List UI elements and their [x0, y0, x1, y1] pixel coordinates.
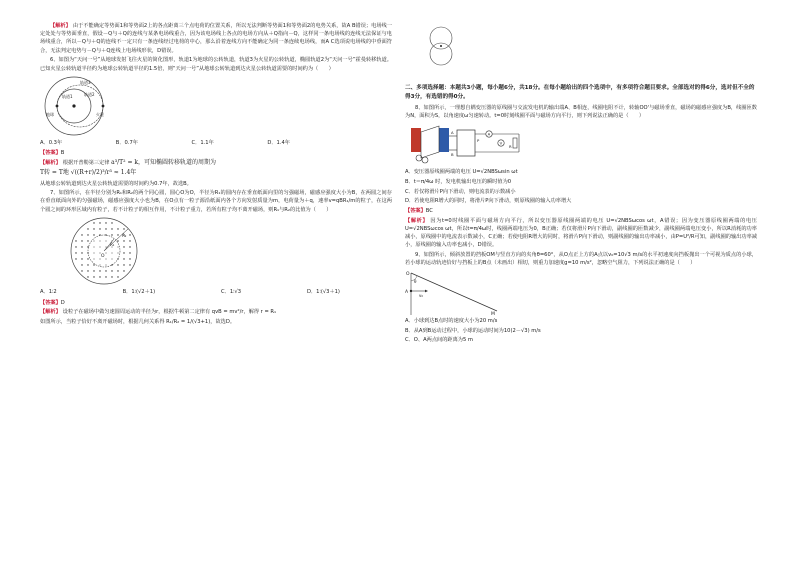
generator-transformer-figure — [409, 122, 529, 168]
sun-dot — [72, 105, 75, 108]
trajectory-figure — [418, 24, 464, 68]
terminal-a-label: A — [451, 130, 454, 136]
question-8: 8、如图所示，一理想自耦变压器的原线圈与交流发电机的输出端A、B相连，线圈电阻不计，转轴OO'与磁场垂直，磁场的磁感应强度为B，线圈匝数为N，面积为S，以角速度ω匀速转动。t=0时刻线圈平面与磁场方向平行，则下列说法正确的是（ ） — [405, 105, 757, 120]
analysis-label: 【解析】 — [40, 160, 61, 167]
q6-options — [40, 139, 290, 147]
analysis-text: 由于不能确定等势面1和等势面2上的各点距离三个点电荷的位置关系，所以无法判断等势面1和等势面2的电势关系，故A B错误；电场线一定处处与等势面垂直，假设－Q与＋Q的连线与某条电场线重合，因为该电场线上各点的电场方向从＋Q指向－Q，这样同一条电场线的连线无法保证与电场线重合，所以－Q与＋Q的连线不一定只有一条连线经过电荷的中心，那么沿着连线方向不能确定为同一条连续电场线，而A C选项说电场线的中垂面符合，无法判定电势与－Q与＋Q连线上电场线形状，D错误。 — [40, 23, 392, 54]
magnetic-field-figure — [68, 215, 140, 287]
orbit2-label: 轨道2 — [84, 92, 95, 98]
v0-label: v₀ — [419, 292, 423, 298]
answer-7 — [40, 299, 392, 307]
answer-8 — [405, 207, 757, 215]
earth-label: 地球 — [46, 112, 54, 118]
transfer-orbit — [57, 85, 103, 127]
answer-6 — [40, 149, 392, 157]
point-a-label: A — [405, 289, 409, 295]
ammeter-label: A — [487, 131, 491, 137]
slider-label: P — [477, 138, 480, 144]
center-label: O — [101, 254, 105, 260]
option-d: D．1.4年 — [267, 140, 290, 147]
answer-label: 【答案】 — [405, 207, 426, 214]
r2-label: R₂ — [122, 233, 127, 239]
answer-value: D — [60, 299, 65, 306]
analysis-6-conclusion: 从地球公转轨道到达火星公转轨道需要的时间约为0.7年，故选B。 — [40, 180, 192, 187]
kepler-formula: a³/T² = k，可知椭圆转移轨道的周期为 — [111, 159, 217, 167]
answer-value: B — [60, 150, 65, 157]
earth-dot — [56, 105, 59, 108]
option-c: C．1∶√3 — [221, 289, 242, 296]
theta-label: θ — [414, 278, 417, 284]
r1-label: R₁ — [110, 242, 115, 248]
voltmeter-label: V — [499, 140, 503, 146]
q8-option-a: A．变压器原线圈两端的电压 U=√2NBSωsin ωt — [405, 169, 518, 176]
point-m-label: M — [491, 311, 495, 317]
answer-label: 【答案】 — [40, 299, 61, 306]
point-o-label: O — [406, 271, 410, 277]
incline-figure — [405, 269, 505, 317]
q8-option-d: D．若使电阻R增大的同时，将滑片P向下滑动，则原线圈的输入功率增大 — [405, 198, 572, 205]
period-formula: T转 = T地 √((R+r)/2)³/r³ ≈ 1.4年 — [40, 169, 137, 177]
right-column — [405, 82, 757, 346]
question-9: 9、如图所示，倾斜放置的挡板OM与竖直方向的夹角θ=60°，从O点正上方的A点以v₀=10√3 m/s的水平初速度向挡板抛出一个可视为质点的小球，若小球的运动轨迹恰好与挡板上的B点（未画出）相切，则重力加速度g=10 m/s²，忽略空气阻力，下列说法正确的是（ ） — [405, 251, 757, 267]
analysis-7-conclusion: 如图所示，当粒子恰好不离开磁场时，根据几何关系得 R₁/R₂ = 1/(√3+1)，故选D。 — [40, 318, 236, 325]
resistor-label: R — [509, 144, 512, 150]
mars-label: 火星 — [96, 112, 104, 118]
option-a: A．1∶2 — [40, 289, 57, 296]
orbit-figure — [40, 74, 110, 138]
answer-value: BC — [425, 207, 433, 214]
option-b: B．1∶(√2＋1) — [122, 289, 156, 296]
analysis-label: 【解析】 — [405, 217, 429, 224]
q7-options — [40, 288, 340, 296]
q9-option-a: A．小球到达B点时的速度大小为20 m/s — [405, 317, 498, 324]
analysis-6: 【解析】 根据开普勒第三定律 a³/T² = k，可知椭圆转移轨道的周期为 — [40, 159, 217, 167]
orbit3-label: 轨道3 — [80, 80, 91, 86]
question-6: 6、如图为“天问一号”从地球发射飞往火星的简化图形，轨道1为地球的公转轨道，轨道3为火星的公转轨道，椭圆轨道2为“天问一号”霍曼转移轨道。已知火星公转轨道半径约为地球公转轨道半径的1.5倍，则“天问一号”从地球公转轨道到达火星公转轨道需要的时间约为（ ） — [40, 57, 392, 72]
mars-dot — [102, 105, 105, 108]
analysis-label: 【解析】 — [50, 23, 71, 29]
option-a: A．0.3年 — [40, 140, 63, 147]
q8-option-b: B．t＝π/4ω 时，发电机输出电压的瞬时值为0 — [405, 178, 512, 185]
question-7: 7、如图所示，在半径分别为R₁和R₂的两个同心圆，圆心O为O，半径为R₁的圆内存在垂直纸面向里的匀强磁场，磁感应强度大小为B，在两圆之间存在垂直纸面向外的匀强磁场，磁感应强度大小也为B，在O点有一粒子源沿纸面内各个方向发射质量为m，电荷量为＋q，速率v=qBR₁/m的粒子，在这两个圆之间的环形区域内有粒子，若不计粒子的相互作用，不计粒子重力，若所有粒子均不离开磁场，则R₁与R₂的比值为（ ） — [40, 190, 392, 213]
orbit1-label: 轨道1 — [62, 94, 73, 100]
option-c: C．1.1年 — [191, 140, 214, 147]
terminal-b-label: B — [451, 152, 454, 158]
analysis-7: 【解析】 设粒子在磁场中做匀速圆周运动的半径为r，根据牛顿第二定律有 qvB = mv²/r，解得 r = R₁ — [40, 309, 277, 316]
analysis-paragraph — [40, 22, 392, 55]
analysis-label: 【解析】 — [40, 309, 61, 316]
q8-option-c: C．若仅将滑片P向下滑动，则电流表的示数减小 — [405, 188, 516, 195]
analysis-8: 【解析】 因为t=0时线圈平面与磁场方向平行，所以变压器原线圈两端的电压 U=√2NBSωcos ωt，A错误；因为变压器原线圈两端的电压 U=√2NBSωcos ωt，所以t=π/4ω时，线圈两端电压为0，B正确；若仅将滑片P向下滑动，副线圈的匝数减少，副线圈两端电压变小，所以R消耗的功率减小，原线圈中的电流表示数减小，C正确；若使电阻R增大的同时，将滑片P向下滑动，则副线圈的输出功率减小，由P=U²/R可知，副线圈的输出功率减小，原线圈的输入功率也减小，D错误。 — [405, 217, 757, 249]
q9-option-c: C．O、A两点间的距离为5 m — [405, 337, 473, 344]
left-column — [40, 22, 392, 328]
q9-option-b: B．从A到B运动过程中，小球的运动时间为10(2－√3) m/s — [405, 327, 541, 334]
option-b: B．0.7年 — [115, 140, 138, 147]
section-heading: 二、多项选择题：本题共3小题，每小题6分，共18分。在每小题给出的四个选项中，有多项符合题目要求。全部选对的得6分，选对但不全的得3分，有选错的得0分。 — [405, 85, 755, 100]
option-d: D．1∶(√3＋1) — [306, 289, 340, 296]
answer-label: 【答案】 — [40, 150, 61, 157]
